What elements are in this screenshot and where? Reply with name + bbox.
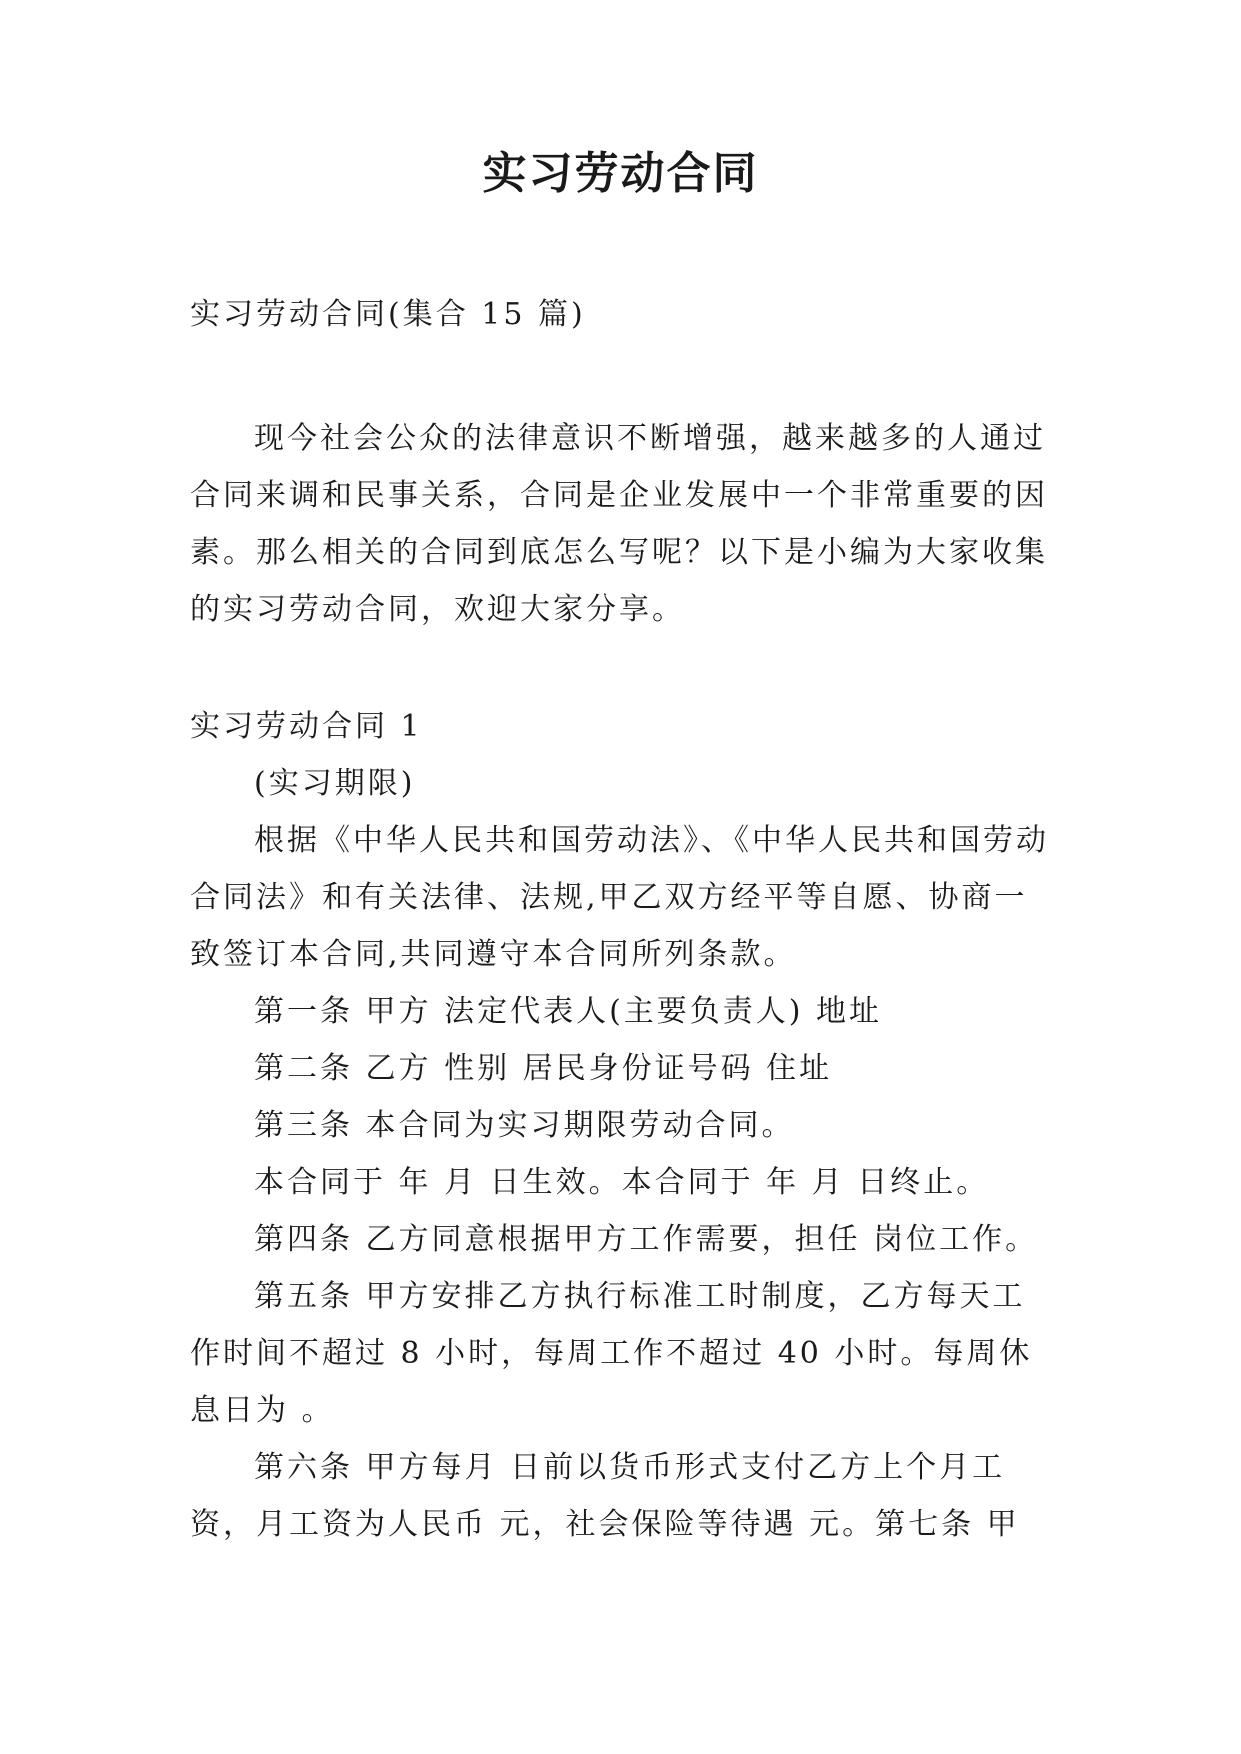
section-heading: 实习劳动合同 1 [190, 709, 423, 744]
paragraph-article-1: 第一条 甲方 法定代表人(主要负责人) 地址 [254, 994, 883, 1029]
paragraph-article-4: 第四条 乙方同意根据甲方工作需要，担任 岗位工作。 [254, 1222, 1039, 1257]
paragraph-article-2: 第二条 乙方 性别 居民身份证号码 住址 [254, 1051, 833, 1086]
document-subtitle: 实习劳动合同(集合 15 篇) [190, 297, 586, 332]
document-body [190, 410, 1050, 1553]
term-label: (实习期限) [254, 766, 416, 801]
paragraph-article-5: 第五条 甲方安排乙方执行标准工时制度，乙方每天工作时间不超过 8 小时，每周工作不超过 40 小时。每周休息日为 。 [190, 1279, 1033, 1428]
intro-paragraph: 现今社会公众的法律意识不断增强，越来越多的人通过合同来调和民事关系，合同是企业发展中一个非常重要的因素。那么相关的合同到底怎么写呢？以下是小编为大家收集的实习劳动合同，欢迎大家分享。 [190, 421, 1048, 627]
paragraph-article-6: 第六条 甲方每月 日前以货币形式支付乙方上个月工资，月工资为人民币 元，社会保险等待遇 元。第七条 甲 [190, 1450, 1020, 1542]
paragraph-effective-dates: 本合同于 年 月 日生效。本合同于 年 月 日终止。 [254, 1165, 990, 1200]
paragraph-preamble: 根据《中华人民共和国劳动法》、《中华人民共和国劳动合同法》和有关法律、法规,甲乙双方经平等自愿、协商一致签订本合同,共同遵守本合同所列条款。 [190, 823, 1049, 972]
document-title: 实习劳动合同 [482, 148, 759, 199]
paragraph-article-3: 第三条 本合同为实习期限劳动合同。 [254, 1108, 795, 1143]
